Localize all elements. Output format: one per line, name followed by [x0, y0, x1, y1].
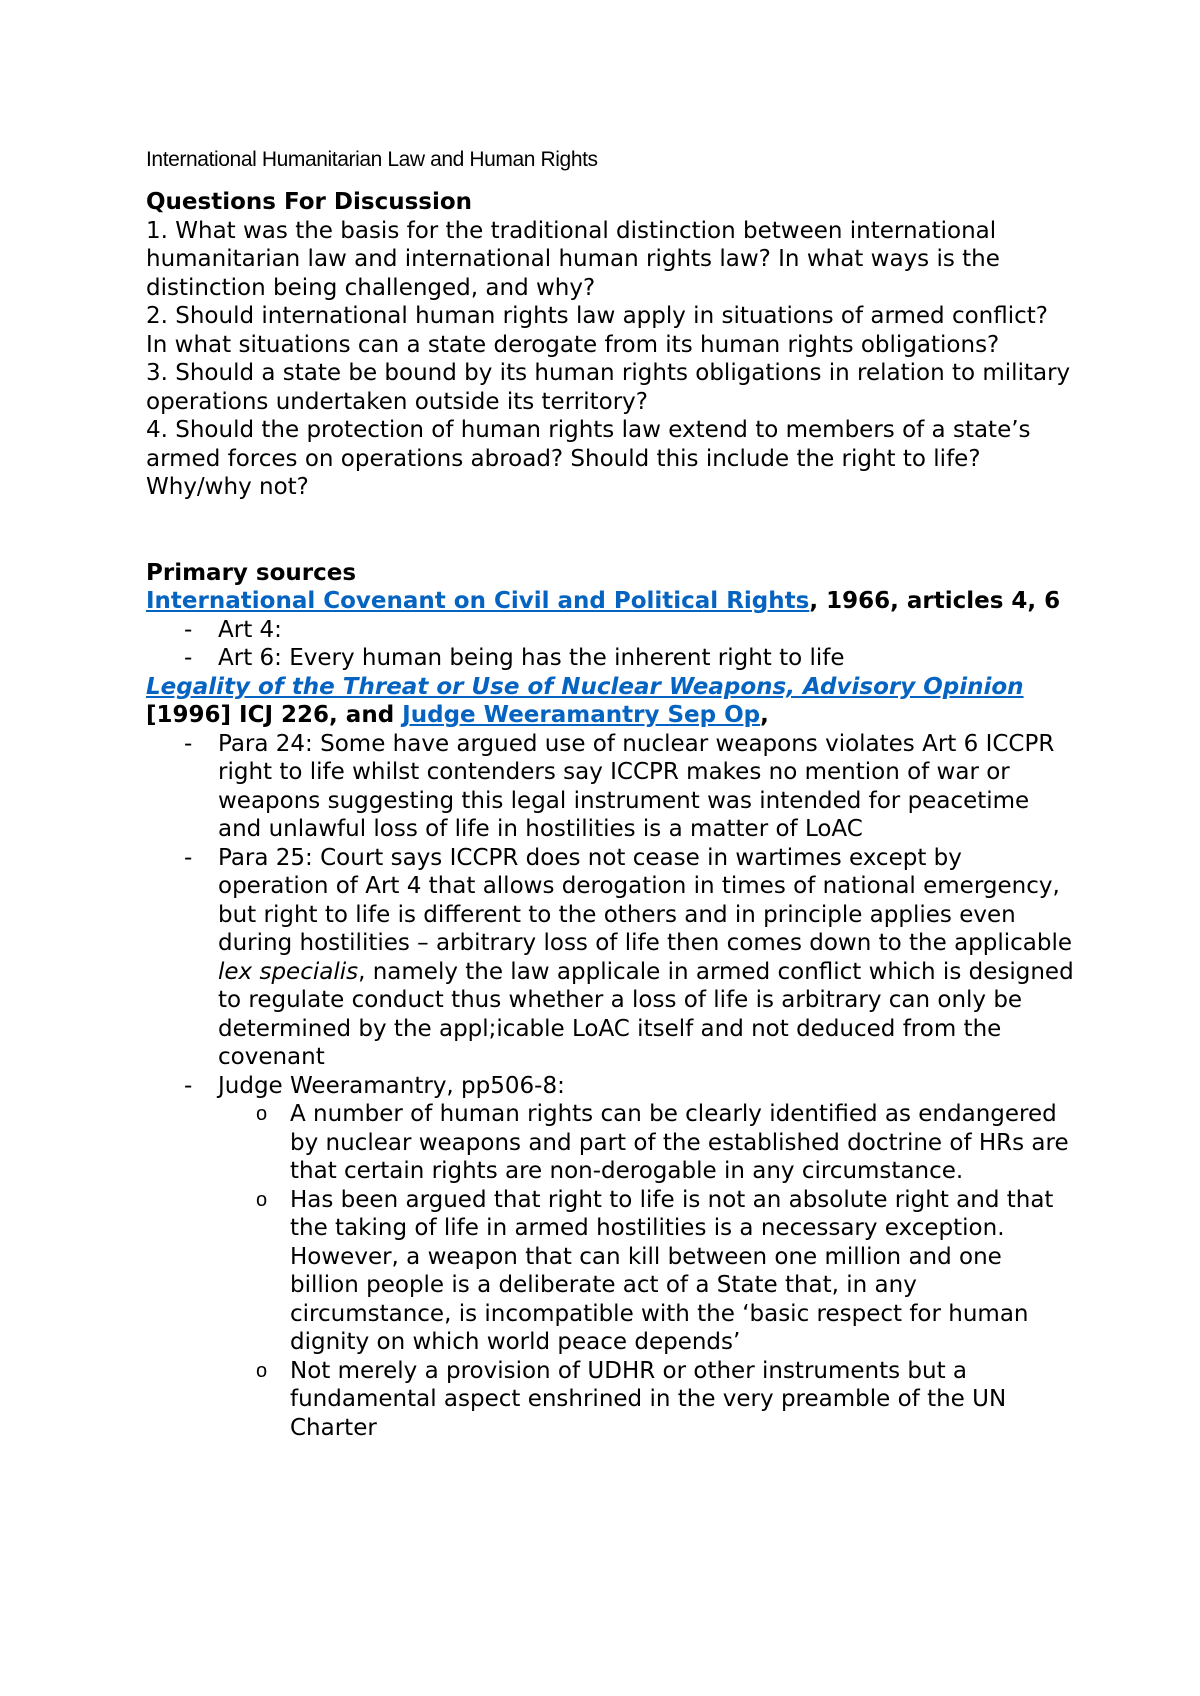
- question-4: 4. Should the protection of human rights law extend to members of a state’s armed forces on operations abroad? Should this include the right to life? Why/why not?: [146, 417, 1031, 500]
- iccpr-link[interactable]: International Covenant on Civil and Political Rights: [146, 588, 810, 614]
- sub-list-item: o A number of human rights can be clearly identified as endangered by nuclear weapons and part of the established doctrine of HRs are that certain rights are non-derogable in any circumstance.: [218, 1100, 1076, 1186]
- iccpr-citation: [146, 587, 1076, 616]
- list-item-judge: [146, 1072, 1076, 1443]
- list-item: - Art 6: Every human being has the inherent right to life: [146, 644, 1076, 673]
- nuclear-bullet-list: [146, 730, 1076, 1443]
- question-2: 2. Should international human rights law apply in situations of armed conflict? In what situations can a state derogate from its human rights obligations?: [146, 303, 1049, 358]
- nuclear-weapons-link[interactable]: Legality of the Threat or Use of Nuclear Weapons, Advisory Opinion: [146, 673, 1024, 700]
- sub-list-item: o Not merely a provision of UDHR or other instruments but a fundamental aspect enshrined in the very preamble of the UN Charter: [218, 1357, 1076, 1443]
- list-item-para-24: - Para 24: Some have argued use of nuclear weapons violates Art 6 ICCPR right to life whilst contenders say ICCPR makes no mention of war or weapons suggesting this legal instrument was intended for peacetime and unlawful loss of life in hostilities is a matter of LoAC: [146, 730, 1076, 844]
- iccpr-citation-rest: , 1966, articles 4, 6: [809, 588, 1061, 614]
- citation-end: ,: [760, 702, 769, 728]
- sub-list-item: o Has been argued that right to life is not an absolute right and that the taking of life in armed hostilities is a necessary exception. However, a weapon that can kill between one million and one billion people is a deliberate act of a State that, in any circumstance, is incompatible with the ‘basic respect for human dignity on which world peace depends’: [218, 1186, 1076, 1357]
- list-item: - Art 4:: [146, 616, 1076, 645]
- question-1: 1. What was the basis for the traditional distinction between international humanitarian law and international human rights law? In what ways is the distinction being challenged, and why?: [146, 217, 1000, 301]
- question-3: 3. Should a state be bound by its human rights obligations in relation to military operations undertaken outside its territory?: [146, 360, 1071, 415]
- blank-space: [146, 502, 1076, 559]
- citation-text: [1996] ICJ 226, and: [146, 702, 403, 728]
- iccpr-bullet-list: [146, 616, 1076, 673]
- nuclear-weapons-citation: [146, 673, 1076, 730]
- primary-sources-heading: Primary sources: [146, 559, 357, 586]
- lex-specialis-term: lex specialis: [218, 958, 359, 985]
- para25-text-continued: , namely the law applicale in armed conflict which is designed to regulate conduct thus whether a loss of life is arbitrary can only be determined by the appl;icable LoAC itself and not deduced from the covenant: [218, 958, 1074, 1070]
- questions-heading: Questions For Discussion: [146, 189, 473, 215]
- list-item-para-25: [146, 844, 1076, 1072]
- judge-label: Judge Weeramantry, pp506-8:: [218, 1072, 565, 1099]
- weeramantry-link[interactable]: Judge Weeramantry Sep Op: [402, 702, 761, 728]
- para25-text: Para 25: Court says ICCPR does not cease in wartimes except by operation of Art 4 that allows derogation in times of national emergency, but right to life is different to the others and in principle applies even during hostilities – arbitrary loss of life then comes down to the applicable: [218, 844, 1073, 956]
- document-title: International Humanitarian Law and Human Rights: [146, 148, 598, 171]
- judge-points-list: [218, 1100, 1076, 1442]
- document-page: [146, 146, 1076, 1442]
